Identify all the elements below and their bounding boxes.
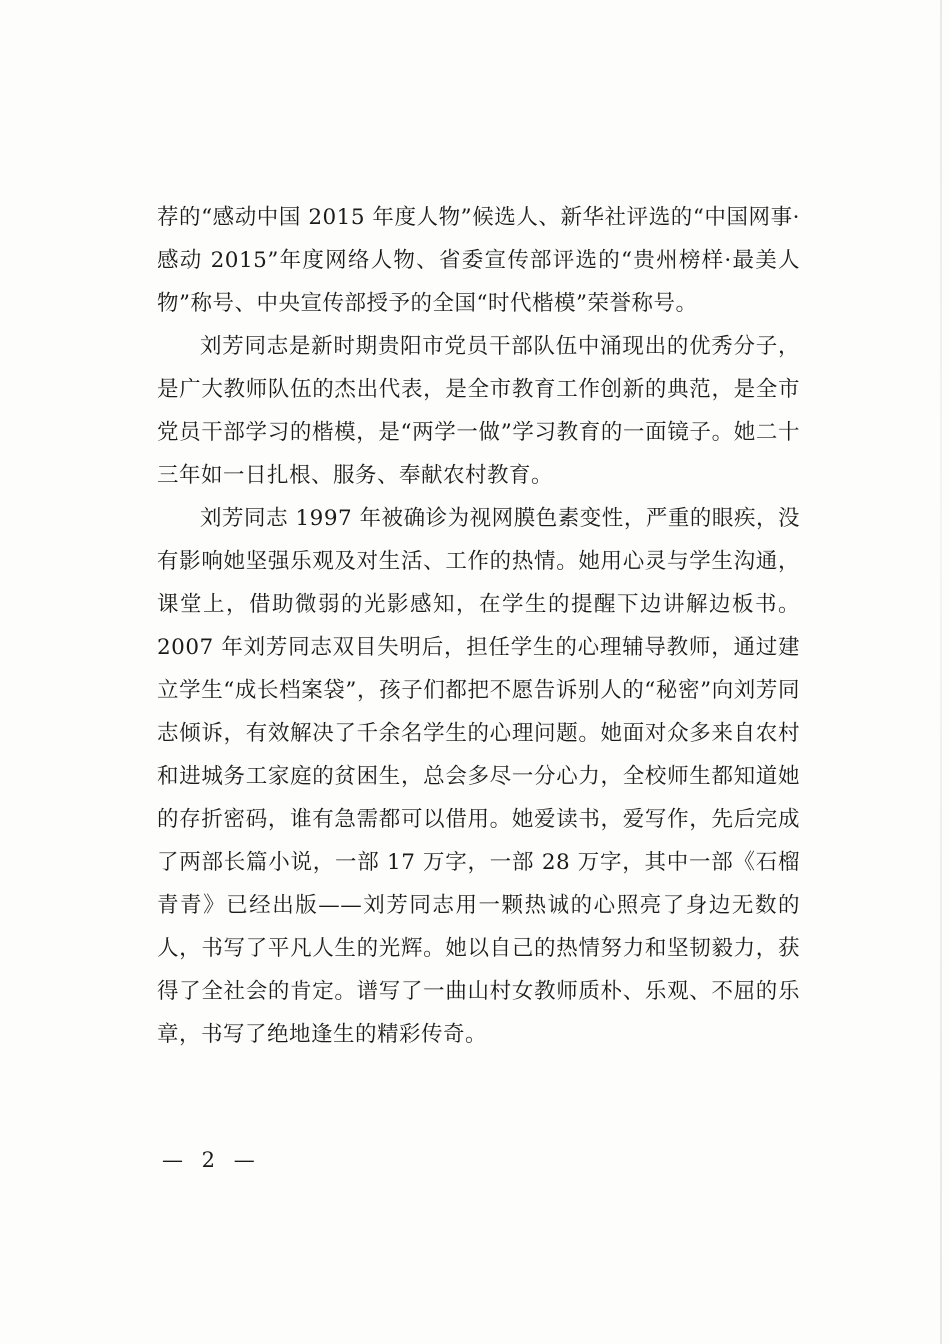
scan-edge-shadow bbox=[940, 0, 942, 1344]
page-number: — 2 — bbox=[162, 1148, 261, 1172]
paragraph-3: 刘芳同志 1997 年被确诊为视网膜色素变性，严重的眼疾，没有影响她坚强乐观及对生活、工作的热情。她用心灵与学生沟通，课堂上，借助微弱的光影感知，在学生的提醒下边讲解边板书。2007 年刘芳同志双目失明后，担任学生的心理辅导教师，通过建立学生“成长档案袋”，孩子们都把不愿告诉别人的“秘密”向刘芳同志倾诉，有效解决了千余名学生的心理问题。她面对众多来自农村和进城务工家庭的贫困生，总会多尽一分心力，全校师生都知道她的存折密码，谁有急需都可以借用。她爱读书，爱写作，先后完成了两部长篇小说，一部 17 万字，一部 28 万字，其中一部《石榴青青》已经出版——刘芳同志用一颗热诚的心照亮了身边无数的人，书写了平凡人生的光辉。她以自己的热情努力和坚韧毅力，获得了全社会的肯定。谱写了一曲山村女教师质朴、乐观、不屈的乐章，书写了绝地逢生的精彩传奇。 bbox=[157, 506, 800, 1047]
paragraph-2: 刘芳同志是新时期贵阳市党员干部队伍中涌现出的优秀分子，是广大教师队伍的杰出代表，是全市教育工作创新的典范，是全市党员干部学习的楷模，是“两学一做”学习教育的一面镜子。她二十三年如一日扎根、服务、奉献农村教育。 bbox=[157, 334, 800, 488]
paragraph-1: 荐的“感动中国 2015 年度人物”候选人、新华社评选的“中国网事·感动 2015”年度网络人物、省委宣传部评选的“贵州榜样·最美人物”称号、中央宣传部授予的全国“时代楷模”荣誉称号。 bbox=[157, 205, 800, 316]
body-text bbox=[157, 196, 800, 1056]
